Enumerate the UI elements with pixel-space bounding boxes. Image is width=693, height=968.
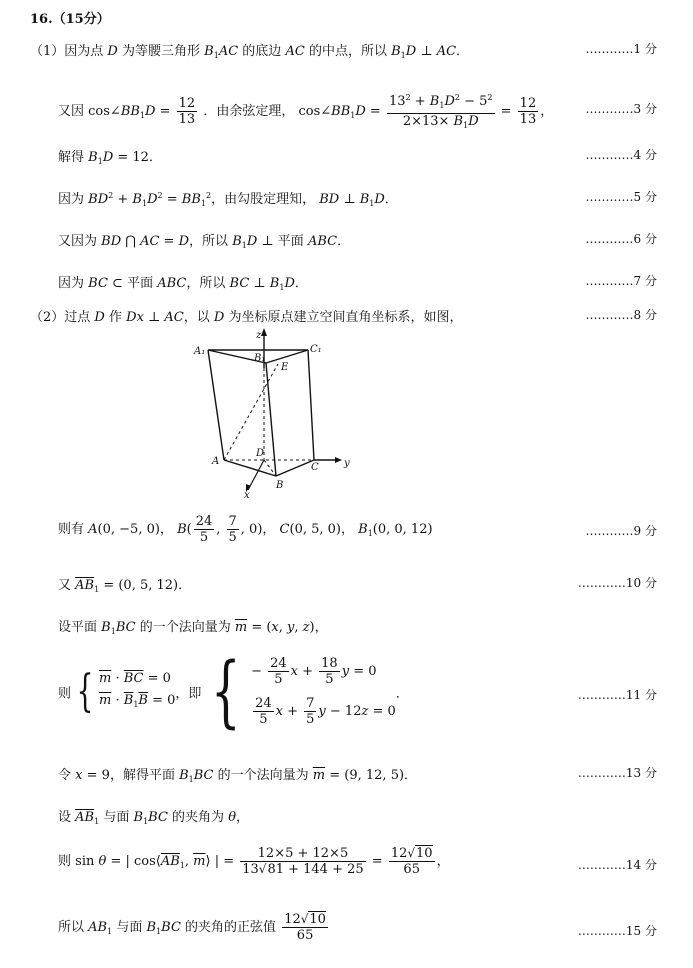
step-line: 设平面 $B_1BC$ 的一个法向量为 $\overline{m} = (x$, y, z)， xyxy=(58,620,328,636)
score-mark: …………10 分 xyxy=(577,576,657,590)
step-line: 令 x = 9，解得平面 $B_1BC$ 的一个法向量为 $\overline{m} = (9$, 12, 5)． …………13 分 xyxy=(58,766,657,784)
step-line: 因为 BC ⊂ 平面 ABC，所以 BC ⊥ $B_1D$． …………7 分 xyxy=(58,274,657,292)
step-line: （1）因为点 D 为等腰三角形 $B_1AC$ 的底边 AC 的中点，所以 $B_1D$ ⊥ AC． …………1 分 xyxy=(30,42,657,60)
prism-figure xyxy=(190,328,360,500)
label-A: A xyxy=(212,456,220,467)
score-mark: …………11 分 xyxy=(577,688,657,702)
score-mark: …………7 分 xyxy=(585,274,657,288)
score-mark: …………1 分 xyxy=(585,42,657,56)
step-line: 设 $\overline{AB}_1$ 与面 $B_1BC$ 的夹角为 θ， xyxy=(58,810,250,826)
label-x: x xyxy=(244,490,250,500)
score-mark: …………13 分 xyxy=(577,766,657,780)
label-E: E xyxy=(281,362,289,373)
label-C1: C₁ xyxy=(310,344,322,355)
step-line: 又因为 BD ⋂ AC = D，所以 $B_1D$ ⊥ 平面 ABC． …………6 分 xyxy=(58,232,657,250)
score-mark: …………9 分 xyxy=(585,524,657,538)
label-B1: B₁ xyxy=(254,353,266,364)
problem-header: 16.（15分） xyxy=(30,12,110,27)
score-mark: …………14 分 xyxy=(577,858,657,872)
step-line: 又 $\overline{AB}_1 = (0$, 5, 12)． …………10 分 xyxy=(58,576,657,594)
score-mark: …………6 分 xyxy=(585,232,657,246)
score-mark: …………15 分 xyxy=(577,924,657,938)
step-line: 则有 A(0, −5, 0)， B( $\frac{24}{5}$ , $\frac{7}{5}$ , 0)， C(0, 5, 0)， $B_1(0$, 0, 12) …………9 分 xyxy=(58,514,657,545)
step-line: 又因 $\cos\angle BB_1D$ = $\frac{12}{13}$ ．由余弦定理， $\cos\angle BB_1D$ = $\frac{13^2 + B_1D^2 - 5^2}{2\times 13\times B_1D}$ = $\frac{12}{13}$ ， …………3 分 xyxy=(0,90,693,130)
step-line: 所以 $AB_1$ 与面 $B_1BC$ 的夹角的正弦值 $\frac{12√10}{65}$ …………15 分 xyxy=(58,912,657,943)
step-line: 则 { $\overline{m} \cdot \overline{BC} = 0$ $\overline{m} \cdot \overline{B}_1\overline{B} = 0$ ，即 { − $\frac{24}{5}$ x + $\frac{18}{5}$ y = 0 $\frac{24}{5}$ x + $\frac{7}{5}$ y − 12z = 0 ． …………11 分 xyxy=(58,647,657,737)
label-A1: A₁ xyxy=(194,346,206,357)
score-mark: …………8 分 xyxy=(585,308,657,322)
label-D: D xyxy=(256,448,265,459)
label-z: z xyxy=(256,330,262,341)
step-line: 则 sin θ = | $\cos⟨\overline{AB}_1$, $\overline{m}⟩$ | = $\frac{12\times 5 + 12\times 5}{13√81 + 144 + 25}$ = $\frac{12√10}{65}$ ， …………14 分 xyxy=(58,846,657,877)
step-line: （2）过点 D 作 Dx ⊥ AC，以 D 为坐标原点建立空间直角坐标系，如图， …………8 分 xyxy=(30,308,657,325)
score-mark: …………4 分 xyxy=(585,148,657,162)
score-mark: …………3 分 xyxy=(585,102,657,116)
label-y: y xyxy=(344,458,350,469)
score-mark: …………5 分 xyxy=(585,190,657,204)
step-line: 因为 $BD^2 + B_1D^2 = BB_1^2$，由勾股定理知， BD ⊥ $B_1D$． …………5 分 xyxy=(58,190,657,208)
label-C: C xyxy=(311,462,319,473)
step-line: 解得 $B_1D = 12$． …………4 分 xyxy=(58,148,657,166)
label-B: B xyxy=(276,480,284,491)
